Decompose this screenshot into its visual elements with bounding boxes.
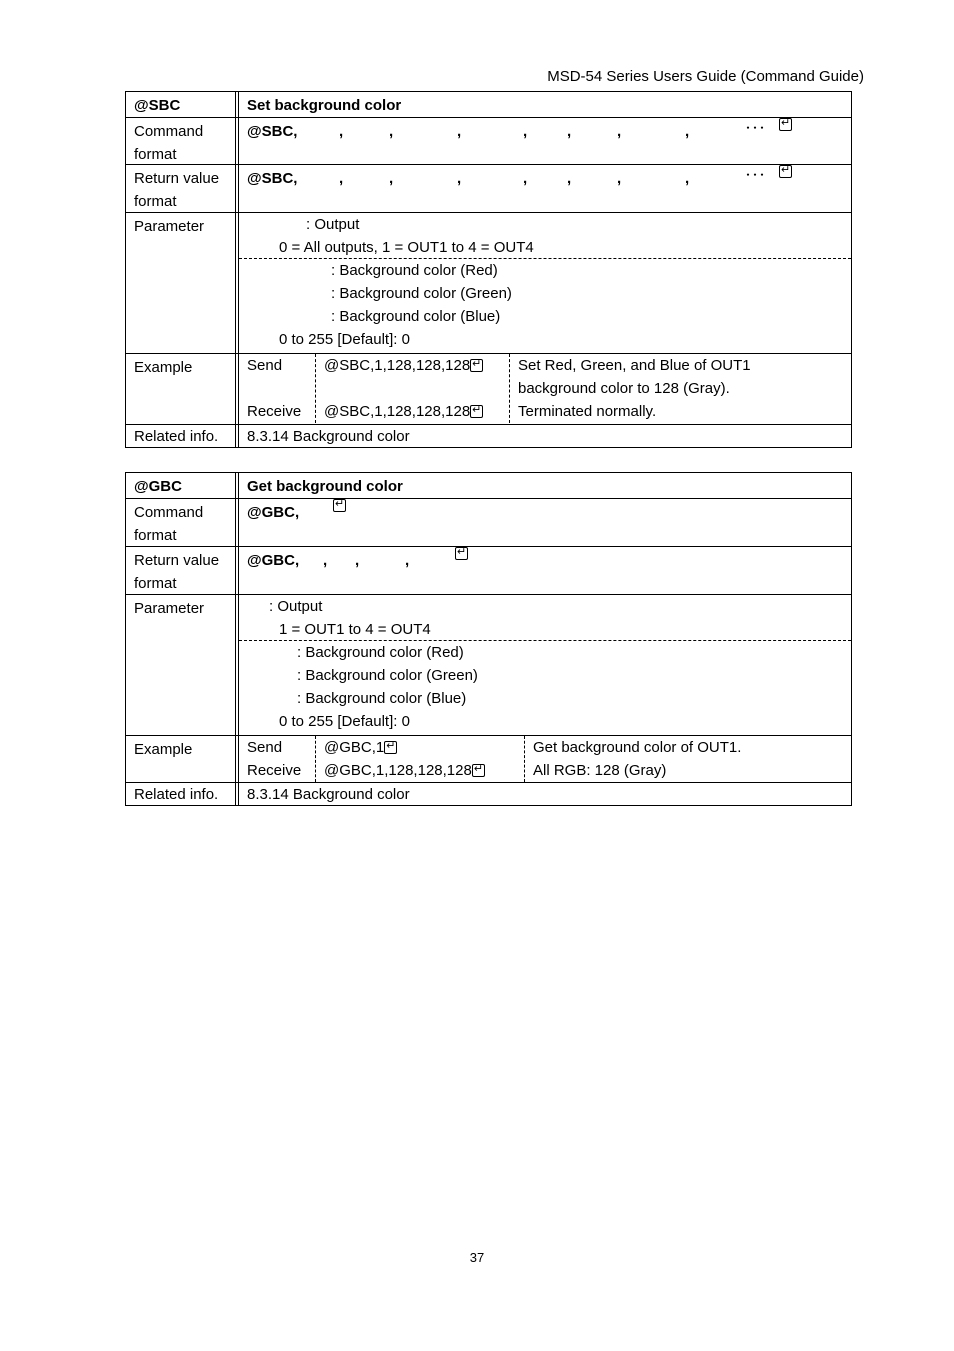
sbc-related-row (126, 424, 851, 447)
label-related: Related info. (126, 783, 236, 805)
sbc-table (125, 91, 852, 448)
sbc-related-info: 8.3.14 Background color (238, 425, 851, 447)
gbc-return-format-row (126, 546, 851, 594)
label-format: format (134, 193, 177, 210)
sbc-command-title: Set background color (238, 92, 851, 117)
label-parameter: Parameter (126, 595, 236, 735)
gbc-related-info: 8.3.14 Background color (238, 783, 851, 805)
label-example: Example (126, 354, 236, 424)
sbc-param-color-range: 0 to 255 [Default]: 0 (279, 331, 410, 348)
return-key-icon (455, 547, 468, 560)
gbc-param-output: : Output (269, 598, 323, 615)
label-return-value: Return value (134, 552, 220, 569)
return-key-icon (333, 499, 346, 512)
gbc-param-blue: : Background color (Blue) (297, 690, 467, 707)
label-format: format (134, 146, 177, 163)
gbc-example-row (126, 735, 851, 782)
label-command: Command (134, 123, 204, 140)
gbc-related-row (126, 782, 851, 805)
label-format: format (134, 575, 177, 592)
example-description: Set Red, Green, and Blue of OUT1 (518, 357, 751, 374)
example-send-command: @SBC,1,128,128,128↵ (324, 354, 509, 377)
example-description: Terminated normally. (518, 403, 657, 420)
example-description: All RGB: 128 (Gray) (533, 762, 667, 779)
label-return-value: Return value (134, 170, 220, 187)
sbc-title-row (126, 92, 851, 117)
example-description: Get background color of OUT1. (533, 739, 742, 756)
gbc-param-color-range: 0 to 255 [Default]: 0 (279, 713, 410, 730)
label-related: Related info. (126, 425, 236, 447)
sbc-example-row (126, 353, 851, 424)
sbc-command-format-row (126, 117, 851, 164)
label-example: Example (126, 736, 236, 782)
sbc-return-format: @SBC, , , , , , , , ･･･ ↵ (247, 167, 851, 190)
sbc-param-output-range: 0 = All outputs, 1 = OUT1 to 4 = OUT4 (279, 239, 534, 256)
example-receive-command: @GBC,1,128,128,128↵ (324, 759, 524, 782)
label-command: Command (134, 504, 204, 521)
label-format: format (134, 527, 177, 544)
gbc-return-format: @GBC, , , , ↵ (247, 549, 851, 572)
gbc-param-output-range: 1 = OUT1 to 4 = OUT4 (279, 621, 431, 638)
gbc-table (125, 472, 852, 806)
label-parameter: Parameter (126, 213, 236, 353)
example-description: background color to 128 (Gray). (518, 380, 730, 397)
example-send-label: Send (247, 357, 283, 374)
gbc-param-green: : Background color (Green) (297, 667, 478, 684)
sbc-param-red: : Background color (Red) (331, 262, 498, 279)
gbc-command-format: @GBC, ↵ (247, 501, 851, 524)
sbc-command-format: @SBC, , , , , , , , ･･･ ↵ (247, 120, 851, 143)
document-header: MSD-54 Series Users Guide (Command Guide) (547, 68, 864, 85)
example-receive-label: Receive (247, 762, 302, 779)
example-receive-command: @SBC,1,128,128,128↵ (324, 400, 509, 423)
example-send-label: Send (247, 739, 283, 756)
sbc-param-blue: : Background color (Blue) (331, 308, 501, 325)
return-key-icon (470, 405, 483, 418)
gbc-command-title: Get background color (238, 473, 851, 498)
sbc-return-format-row (126, 164, 851, 212)
sbc-parameter-row (126, 212, 851, 353)
page-number: 37 (469, 1250, 485, 1265)
return-key-icon (779, 165, 792, 178)
gbc-command-format-row (126, 498, 851, 546)
example-receive-label: Receive (247, 403, 302, 420)
return-key-icon (470, 359, 483, 372)
gbc-param-red: : Background color (Red) (297, 644, 464, 661)
gbc-command-name: @GBC (126, 473, 236, 498)
sbc-command-name: @SBC (126, 92, 236, 117)
return-key-icon (472, 764, 485, 777)
example-send-command: @GBC,1↵ (324, 736, 524, 759)
return-key-icon (384, 741, 397, 754)
gbc-title-row (126, 473, 851, 498)
sbc-param-output: : Output (306, 216, 360, 233)
sbc-param-green: : Background color (Green) (331, 285, 512, 302)
return-key-icon (779, 118, 792, 131)
gbc-parameter-row (126, 594, 851, 735)
